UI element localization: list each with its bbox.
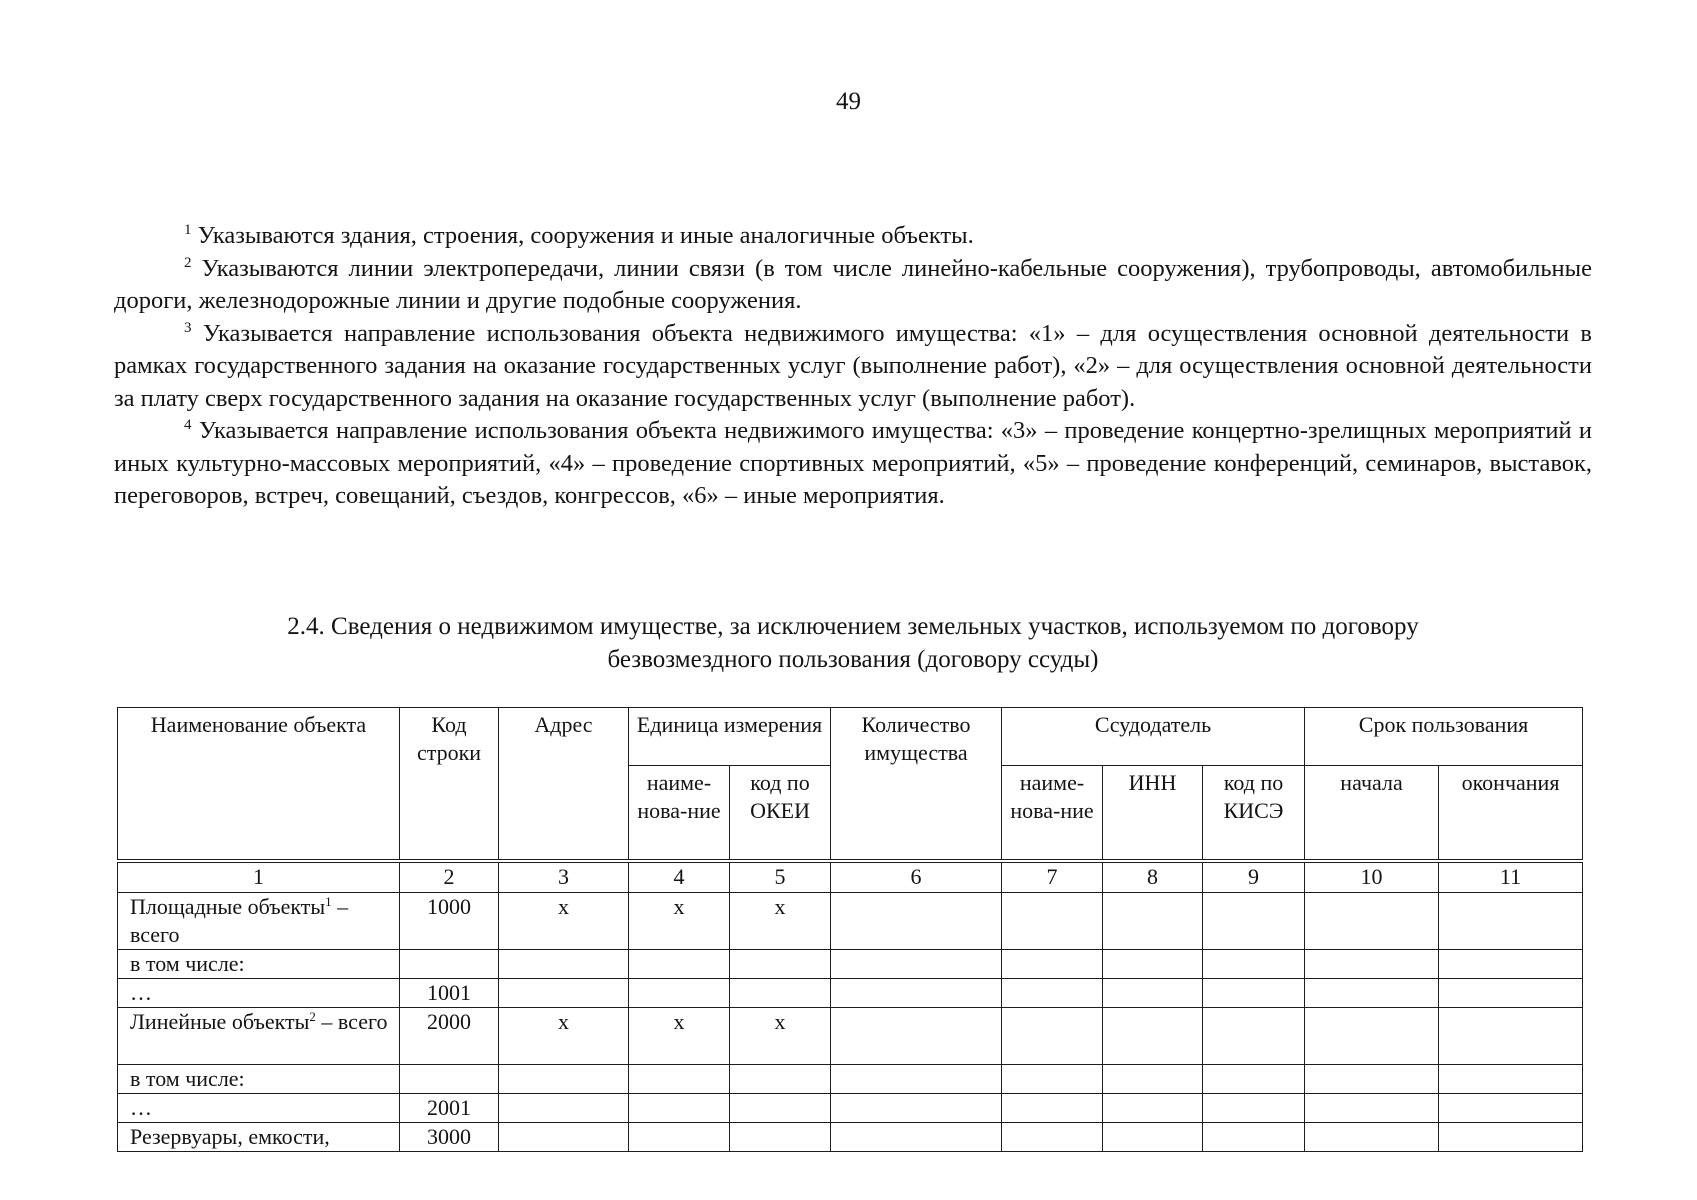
header-name: Наименование объекта bbox=[118, 708, 400, 862]
row-lender-kise[interactable] bbox=[1203, 1065, 1305, 1094]
column-number: 1 bbox=[118, 861, 400, 893]
row-unit-name bbox=[629, 1094, 730, 1123]
row-term-end[interactable] bbox=[1439, 1065, 1583, 1094]
header-term: Срок пользования bbox=[1305, 708, 1583, 766]
row-name: … bbox=[118, 979, 400, 1008]
row-quantity[interactable] bbox=[831, 950, 1002, 979]
row-lender-inn[interactable] bbox=[1103, 1123, 1203, 1152]
row-lender-inn[interactable] bbox=[1103, 1008, 1203, 1065]
row-lender-inn[interactable] bbox=[1103, 893, 1203, 950]
row-quantity[interactable] bbox=[831, 1094, 1002, 1123]
header-unit-name: наиме-нова-ние bbox=[629, 766, 730, 862]
header-unit: Единица измерения bbox=[629, 708, 831, 766]
row-quantity[interactable] bbox=[831, 893, 1002, 950]
footnote-text: Указываются здания, строения, сооружения и иные аналогичные объекты. bbox=[197, 222, 974, 249]
row-unit-okei bbox=[730, 1065, 831, 1094]
column-number: 10 bbox=[1305, 861, 1439, 893]
row-unit-okei bbox=[730, 950, 831, 979]
footnote-4 bbox=[114, 415, 1592, 513]
column-numbers-row bbox=[118, 861, 1583, 893]
row-code: 2000 bbox=[400, 1008, 499, 1065]
header-lender: Ссудодатель bbox=[1002, 708, 1305, 766]
row-address bbox=[499, 950, 629, 979]
row-code bbox=[400, 1065, 499, 1094]
row-lender-name[interactable] bbox=[1002, 1123, 1103, 1152]
row-name: в том числе: bbox=[118, 1065, 400, 1094]
row-term-start[interactable] bbox=[1305, 1094, 1439, 1123]
column-number: 6 bbox=[831, 861, 1002, 893]
row-name: Резервуары, емкости, bbox=[118, 1123, 400, 1152]
row-term-start[interactable] bbox=[1305, 979, 1439, 1008]
column-number: 5 bbox=[730, 861, 831, 893]
row-quantity[interactable] bbox=[831, 1065, 1002, 1094]
row-term-start[interactable] bbox=[1305, 893, 1439, 950]
row-lender-kise[interactable] bbox=[1203, 893, 1305, 950]
row-unit-okei bbox=[730, 1094, 831, 1123]
row-address bbox=[499, 979, 629, 1008]
table-row bbox=[118, 1008, 1583, 1065]
table-row bbox=[118, 1094, 1583, 1123]
header-unit-okei: код по ОКЕИ bbox=[730, 766, 831, 862]
footnote-1 bbox=[114, 220, 1592, 253]
header-address: Адрес bbox=[499, 708, 629, 862]
row-term-start[interactable] bbox=[1305, 950, 1439, 979]
row-lender-name[interactable] bbox=[1002, 1008, 1103, 1065]
row-name: Линейные объекты$^2$ – всего bbox=[118, 1008, 400, 1065]
footnote-text: Указываются линии электропередачи, линии связи (в том числе линейно-кабельные сооружения), трубопроводы, автомобильные дороги, железнодорожные линии и другие подобные сооружения. bbox=[114, 254, 1592, 314]
page-number: 49 bbox=[836, 88, 861, 115]
table-row bbox=[118, 1123, 1583, 1152]
column-number: 4 bbox=[629, 861, 730, 893]
header-term-start: начала bbox=[1305, 766, 1439, 862]
row-quantity[interactable] bbox=[831, 979, 1002, 1008]
column-number: 8 bbox=[1103, 861, 1203, 893]
footnote-text: Указывается направление использования объекта недвижимого имущества: «1» – для осуществления основной деятельности в рамках государственного задания на оказание государственных услуг (выполнение работ), «2» – для осуществления основной деятельности за плату сверх государственного задания на оказание государственных услуг (выполнение работ). bbox=[114, 319, 1592, 412]
footnote-mark: 1 bbox=[184, 222, 192, 238]
row-lender-name[interactable] bbox=[1002, 1065, 1103, 1094]
row-term-start[interactable] bbox=[1305, 1123, 1439, 1152]
row-lender-inn[interactable] bbox=[1103, 1065, 1203, 1094]
header-lender-name: наиме-нова-ние bbox=[1002, 766, 1103, 862]
row-lender-kise[interactable] bbox=[1203, 1094, 1305, 1123]
table-row bbox=[118, 1065, 1583, 1094]
row-lender-inn[interactable] bbox=[1103, 979, 1203, 1008]
header-quantity: Количество имущества bbox=[831, 708, 1002, 862]
row-unit-name bbox=[629, 979, 730, 1008]
row-quantity[interactable] bbox=[831, 1008, 1002, 1065]
column-number: 11 bbox=[1439, 861, 1583, 893]
footnote-mark: 4 bbox=[184, 417, 192, 433]
row-unit-okei: х bbox=[730, 893, 831, 950]
section-title bbox=[114, 610, 1592, 676]
header-lender-kise: код по КИСЭ bbox=[1203, 766, 1305, 862]
row-term-end[interactable] bbox=[1439, 1123, 1583, 1152]
row-term-end[interactable] bbox=[1439, 1094, 1583, 1123]
column-number: 9 bbox=[1203, 861, 1305, 893]
row-lender-inn[interactable] bbox=[1103, 1094, 1203, 1123]
footnote-ref: 1 bbox=[325, 894, 332, 909]
column-number: 7 bbox=[1002, 861, 1103, 893]
row-unit-okei bbox=[730, 1123, 831, 1152]
row-code: 2001 bbox=[400, 1094, 499, 1123]
section-title-line-2: безвозмездного пользования (договору ссуды) bbox=[607, 646, 1099, 673]
row-code: 1001 bbox=[400, 979, 499, 1008]
section-title-line-1: 2.4. Сведения о недвижимом имуществе, за исключением земельных участков, используемом по договору bbox=[287, 613, 1419, 640]
row-code: 3000 bbox=[400, 1123, 499, 1152]
row-unit-name bbox=[629, 1123, 730, 1152]
footnote-mark: 2 bbox=[184, 254, 192, 271]
row-name: в том числе: bbox=[118, 950, 400, 979]
row-unit-name: х bbox=[629, 1008, 730, 1065]
row-address bbox=[499, 1094, 629, 1123]
row-lender-kise[interactable] bbox=[1203, 1008, 1305, 1065]
row-name: Площадные объекты$^1$ – всего bbox=[118, 893, 400, 950]
row-code: 1000 bbox=[400, 893, 499, 950]
row-name: … bbox=[118, 1094, 400, 1123]
row-lender-name[interactable] bbox=[1002, 1094, 1103, 1123]
row-lender-kise[interactable] bbox=[1203, 1123, 1305, 1152]
row-term-start[interactable] bbox=[1305, 1065, 1439, 1094]
row-unit-name bbox=[629, 950, 730, 979]
row-unit-okei: х bbox=[730, 1008, 831, 1065]
table-row bbox=[118, 950, 1583, 979]
property-table bbox=[117, 707, 1583, 1152]
column-number: 2 bbox=[400, 861, 499, 893]
row-address bbox=[499, 1123, 629, 1152]
row-term-end[interactable] bbox=[1439, 1008, 1583, 1065]
row-term-end[interactable] bbox=[1439, 950, 1583, 979]
footnote-ref: 2 bbox=[309, 1009, 316, 1024]
footnotes bbox=[114, 220, 1592, 513]
header-term-end: окончания bbox=[1439, 766, 1583, 862]
footnote-2 bbox=[114, 253, 1592, 318]
row-lender-inn[interactable] bbox=[1103, 950, 1203, 979]
row-term-start[interactable] bbox=[1305, 1008, 1439, 1065]
footnote-text: Указывается направление использования объекта недвижимого имущества: «3» – проведение концертно-зрелищных мероприятий и иных культурно-массовых мероприятий, «4» – проведение спортивных мероприятий, «5» – проведение конференций, семинаров, выставок, переговоров, встреч, совещаний, съездов, конгрессов, «6» – иные мероприятия. bbox=[114, 417, 1592, 509]
row-term-end[interactable] bbox=[1439, 893, 1583, 950]
row-unit-name: х bbox=[629, 893, 730, 950]
row-code bbox=[400, 950, 499, 979]
column-number: 3 bbox=[499, 861, 629, 893]
row-term-end[interactable] bbox=[1439, 979, 1583, 1008]
row-address: х bbox=[499, 1008, 629, 1065]
row-unit-okei bbox=[730, 979, 831, 1008]
row-address: х bbox=[499, 893, 629, 950]
header-lender-inn: ИНН bbox=[1103, 766, 1203, 862]
table-row bbox=[118, 893, 1583, 950]
row-lender-name[interactable] bbox=[1002, 979, 1103, 1008]
footnote-3 bbox=[114, 318, 1592, 416]
table-row bbox=[118, 979, 1583, 1008]
row-lender-name[interactable] bbox=[1002, 950, 1103, 979]
row-lender-kise[interactable] bbox=[1203, 979, 1305, 1008]
row-lender-name[interactable] bbox=[1002, 893, 1103, 950]
footnote-mark: 3 bbox=[184, 319, 192, 336]
row-quantity[interactable] bbox=[831, 1123, 1002, 1152]
row-lender-kise[interactable] bbox=[1203, 950, 1305, 979]
row-address bbox=[499, 1065, 629, 1094]
header-code: Код строки bbox=[400, 708, 499, 862]
row-unit-name bbox=[629, 1065, 730, 1094]
